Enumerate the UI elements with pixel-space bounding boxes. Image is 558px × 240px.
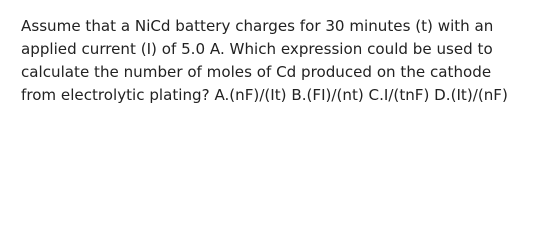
question-line: applied current (I) of 5.0 A. Which expression could be used to <box>21 40 493 58</box>
question-line-with-options: from electrolytic plating? A.(nF)/(It) B.(FI)/(nt) C.I/(tnF) D.(It)/(nF) <box>21 86 508 104</box>
question-line: Assume that a NiCd battery charges for 30 minutes (t) with an <box>21 17 494 35</box>
question-text <box>21 15 551 107</box>
question-line: calculate the number of moles of Cd produced on the cathode <box>21 63 492 81</box>
